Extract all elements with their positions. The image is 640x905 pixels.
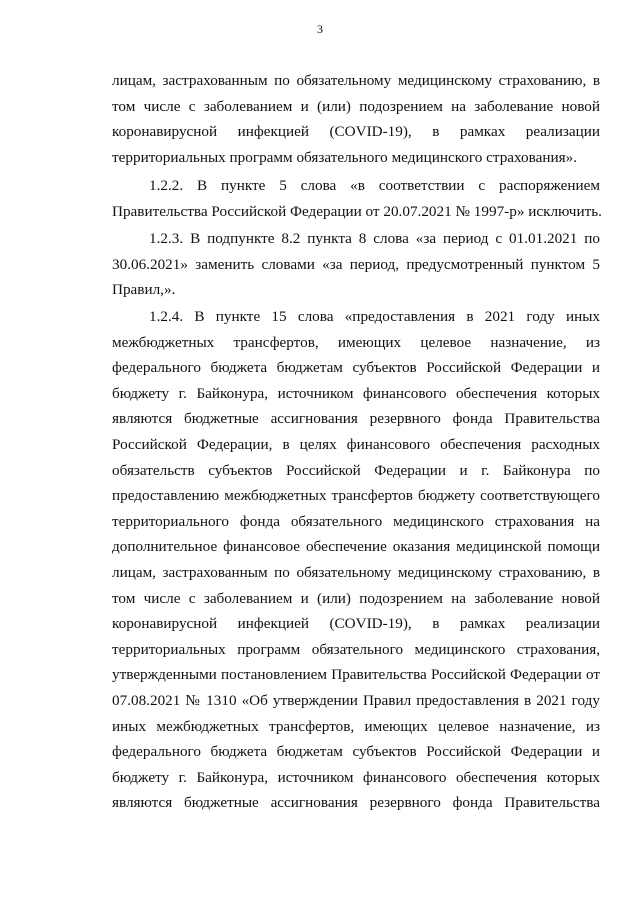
text-line: Российской Федерации, в целях финансового обеспечения расходных (112, 435, 600, 453)
text-line: федерального бюджета бюджетам субъектов Российской Федерации и (112, 359, 600, 377)
text-line: Правил,». (112, 281, 176, 299)
text-line: территориальных программ обязательного медицинского страхования, (112, 640, 600, 658)
paragraph-1-2-3 (112, 226, 600, 303)
text-line: предоставлению межбюджетных трансфертов бюджету соответствующего (112, 487, 600, 505)
text-line: являются бюджетные ассигнования резервного фонда Правительства (112, 794, 600, 812)
text-line: межбюджетных трансфертов, имеющих целевое назначение, из (112, 333, 600, 351)
page-number: 3 (317, 22, 323, 36)
text-line: являются бюджетные ассигнования резервного фонда Правительства (112, 410, 600, 428)
text-line: утвержденными постановлением Правительства Российской Федерации от (112, 666, 600, 684)
text-line: бюджету г. Байконура, источником финансового обеспечения которых (112, 384, 600, 402)
text-line: обязательств субъектов Российской Федерации и г. Байконура по (112, 461, 600, 479)
text-line: 1.2.4. В пункте 15 слова «предоставления в 2021 году иных (149, 308, 600, 325)
text-line: лицам, застрахованным по обязательному медицинскому страхованию, в (112, 563, 600, 581)
text-line: том числе с заболеванием и (или) подозрением на заболевание новой (112, 97, 600, 115)
text-line: коронавирусной инфекцией (COVID-19), в рамках реализации (112, 123, 600, 141)
text-line: иных межбюджетных трансфертов, имеющих целевое назначение, из (112, 717, 600, 735)
paragraph-1-2-2 (112, 173, 600, 224)
text-line: федерального бюджета бюджетам субъектов Российской Федерации и (112, 743, 600, 761)
paragraph-continuation (112, 68, 600, 170)
text-line: дополнительное финансовое обеспечение оказания медицинской помощи (112, 538, 600, 556)
text-line: том числе с заболеванием и (или) подозрением на заболевание новой (112, 589, 600, 607)
text-line: 1.2.3. В подпункте 8.2 пункта 8 слова «за период с 01.01.2021 по (149, 230, 600, 247)
paragraph-1-2-4 (112, 304, 600, 816)
text-line: бюджету г. Байконура, источником финансового обеспечения которых (112, 768, 600, 786)
text-line: лицам, застрахованным по обязательному медицинскому страхованию, в (112, 72, 600, 89)
text-line: территориального фонда обязательного медицинского страхования на (112, 512, 600, 530)
text-line: 30.06.2021» заменить словами «за период, предусмотренный пунктом 5 (112, 255, 600, 273)
text-line: Правительства Российской Федерации от 20.07.2021 № 1997-р» исключить. (112, 202, 602, 220)
text-line: 1.2.2. В пункте 5 слова «в соответствии с распоряжением (149, 177, 600, 194)
text-line: 07.08.2021 № 1310 «Об утверждении Правил предоставления в 2021 году (112, 691, 600, 709)
text-line: коронавирусной инфекцией (COVID-19), в рамках реализации (112, 615, 600, 633)
text-line: территориальных программ обязательного медицинского страхования». (112, 148, 577, 166)
